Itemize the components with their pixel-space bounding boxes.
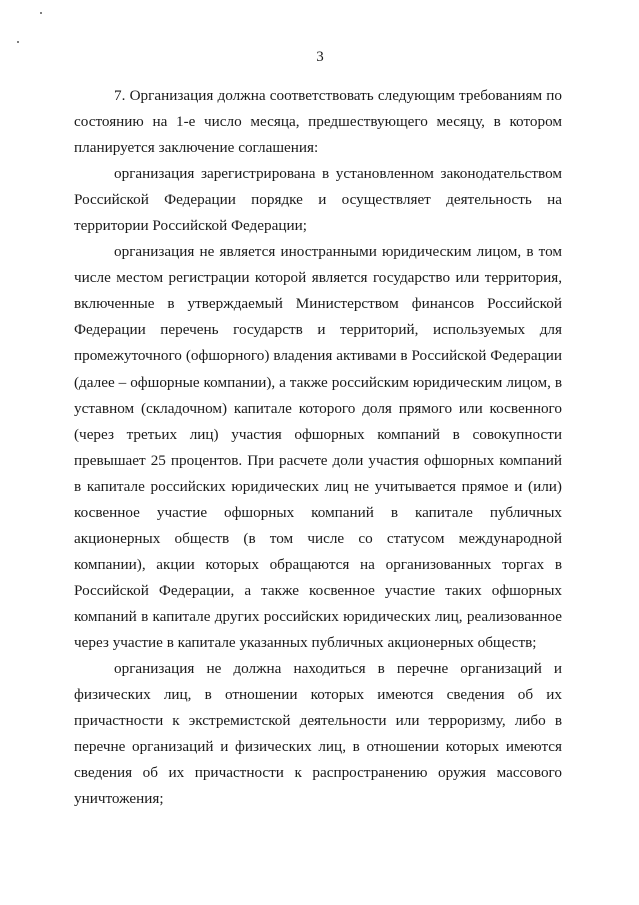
- paragraph-registration: организация зарегистрирована в установленном законодательством Российской Федерации порядке и осуществляет деятельность на территории Российской Федерации;: [74, 165, 562, 235]
- paragraph-extremism-list: организация не должна находиться в перечне организаций и физических лиц, в отношении которых имеются сведения об их причастности к экстремистской деятельности или терроризму, либо в перечне организаций и физических лиц, в отношении которых имеются сведения об их причастности к распространению оружия массового уничтожения;: [74, 660, 562, 808]
- scan-speck: [17, 41, 19, 43]
- scan-speck: [40, 12, 42, 14]
- paragraph-clause-7: 7. Организация должна соответствовать следующим требованиям по состоянию на 1-е число месяца, предшествующего месяцу, в котором планируется заключение соглашения:: [74, 87, 562, 157]
- page-number: 3: [316, 49, 324, 65]
- paragraph-offshore: организация не является иностранными юридическим лицом, в том числе местом регистрации которой является государство или территория, включенные в утверждаемый Министерством финансов Российской Федерации перечень государств и территорий, используемых для промежуточного (офшорного) владения активами в Российской Федерации (далее – офшорные компании), а также российским юридическим лицом, в уставном (складочном) капитале которого доля прямого или косвенного (через третьих лиц) участия офшорных компаний в совокупности превышает 25 процентов. При расчете доли участия офшорных компаний в капитале российских юридических лиц не учитывается прямое и (или) косвенное участие офшорных компаний в капитале публичных акционерных обществ (в том числе со статусом международной компании), акции которых обращаются на организованных торгах в Российской Федерации, а также косвенное участие таких офшорных компаний в капитале других российских юридических лиц, реализованное через участие в капитале указанных публичных акционерных обществ;: [74, 243, 562, 651]
- body-text: [74, 83, 562, 812]
